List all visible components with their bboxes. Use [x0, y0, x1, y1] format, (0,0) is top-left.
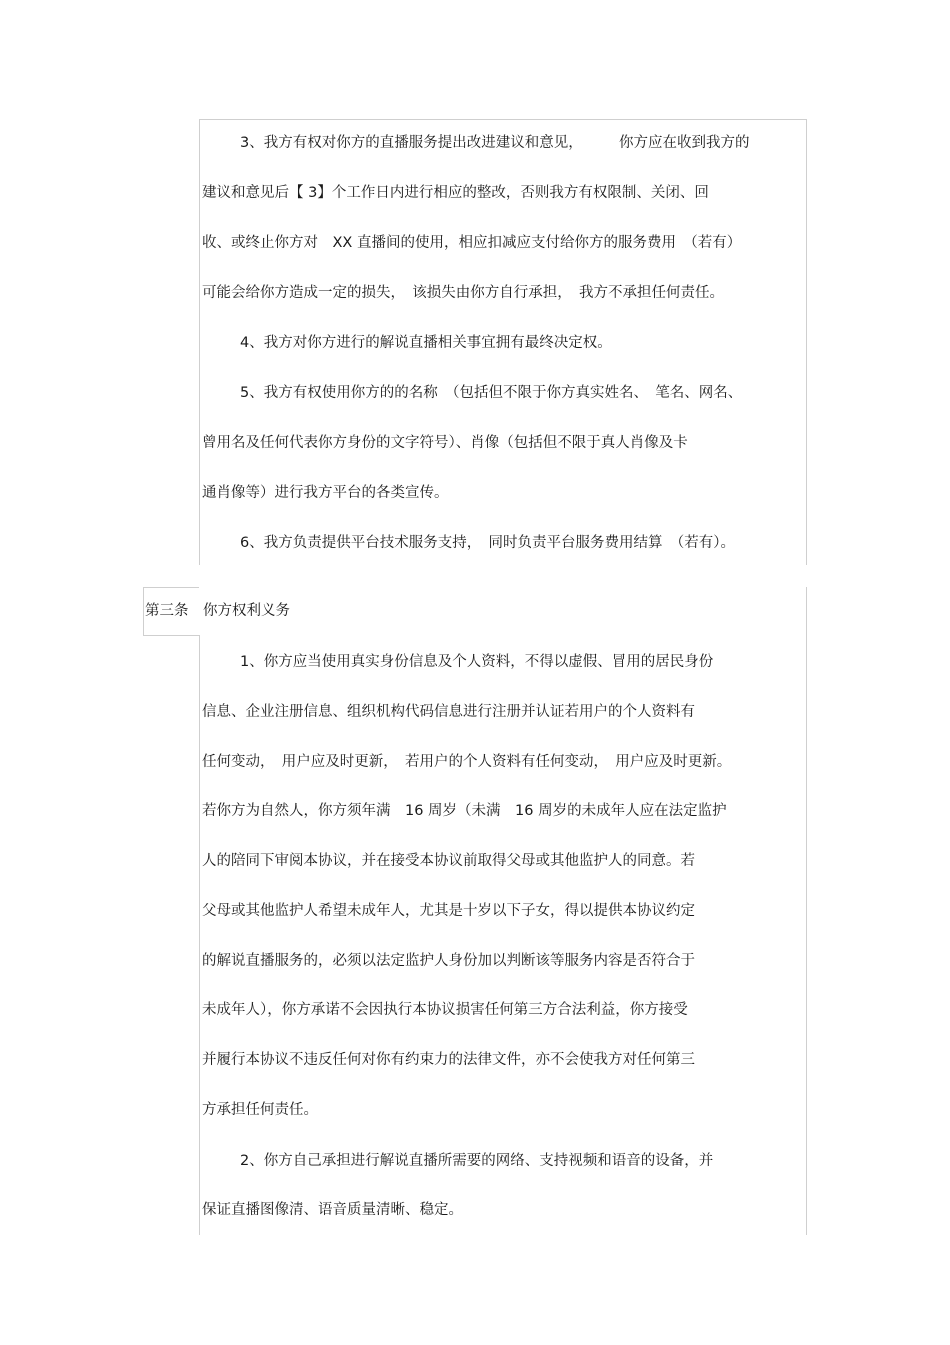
paragraph-line: 的解说直播服务的，必须以法定监护人身份加以判断该等服务内容是否符合于	[202, 953, 695, 969]
paragraph-line: 通肖像等）进行我方平台的各类宣传。	[202, 485, 449, 501]
paragraph-line: 2、你方自己承担进行解说直播所需要的网络、支持视频和语音的设备，并	[240, 1153, 714, 1169]
paragraph-line: 5、我方有权使用你方的的名称 （包括但不限于你方真实姓名、 笔名、网名、	[240, 385, 743, 401]
paragraph-line: 任何变动， 用户应及时更新， 若用户的个人资料有任何变动， 用户应及时更新。	[202, 754, 732, 770]
article-heading: 第三条 你方权利义务	[145, 603, 290, 619]
paragraph-line: 3、我方有权对你方的直播服务提出改进建议和意见， 你方应在收到我方的	[240, 135, 750, 151]
frame-heading-bottom-line	[143, 635, 199, 636]
paragraph-line: 可能会给你方造成一定的损失， 该损失由你方自行承担， 我方不承担任何责任。	[202, 285, 724, 301]
paragraph-line: 方承担任何责任。	[202, 1102, 318, 1118]
paragraph-line: 4、我方对你方进行的解说直播相关事宜拥有最终决定权。	[240, 335, 612, 351]
paragraph-line: 1、你方应当使用真实身份信息及个人资料，不得以虚假、冒用的居民身份	[240, 654, 714, 670]
paragraph-line: 未成年人），你方承诺不会因执行本协议损害任何第三方合法利益，你方接受	[202, 1002, 688, 1018]
paragraph-line: 建议和意见后【 3】个工作日内进行相应的整改，否则我方有权限制、关闭、回	[202, 185, 709, 201]
paragraph-line: 父母或其他监护人希望未成年人，尤其是十岁以下子女，得以提供本协议约定	[202, 903, 695, 919]
paragraph-line: 保证直播图像清、语音质量清晰、稳定。	[202, 1202, 463, 1218]
paragraph-line: 并履行本协议不违反任何对你有约束力的法律文件，亦不会使我方对任何第三	[202, 1052, 695, 1068]
paragraph-line: 6、我方负责提供平台技术服务支持， 同时负责平台服务费用结算 （若有）。	[240, 535, 735, 551]
frame-mid-line	[143, 587, 199, 588]
paragraph-line: 收、或终止你方对 XX 直播间的使用，相应扣减应支付给你方的服务费用 （若有）	[202, 235, 742, 251]
paragraph-line: 信息、企业注册信息、组织机构代码信息进行注册并认证若用户的个人资料有	[202, 704, 695, 720]
frame-left-line-bottom	[199, 635, 200, 1235]
paragraph-line: 人的陪同下审阅本协议，并在接受本协议前取得父母或其他监护人的同意。若	[202, 853, 695, 869]
frame-left-line-top	[199, 119, 200, 565]
paragraph-line: 曾用名及任何代表你方身份的文字符号）、肖像（包括但不限于真人肖像及卡	[202, 435, 688, 451]
paragraph-line: 若你方为自然人，你方须年满 16 周岁（未满 16 周岁的未成年人应在法定监护	[202, 803, 727, 819]
frame-top-line	[199, 119, 807, 120]
frame-heading-left-line	[143, 587, 144, 635]
